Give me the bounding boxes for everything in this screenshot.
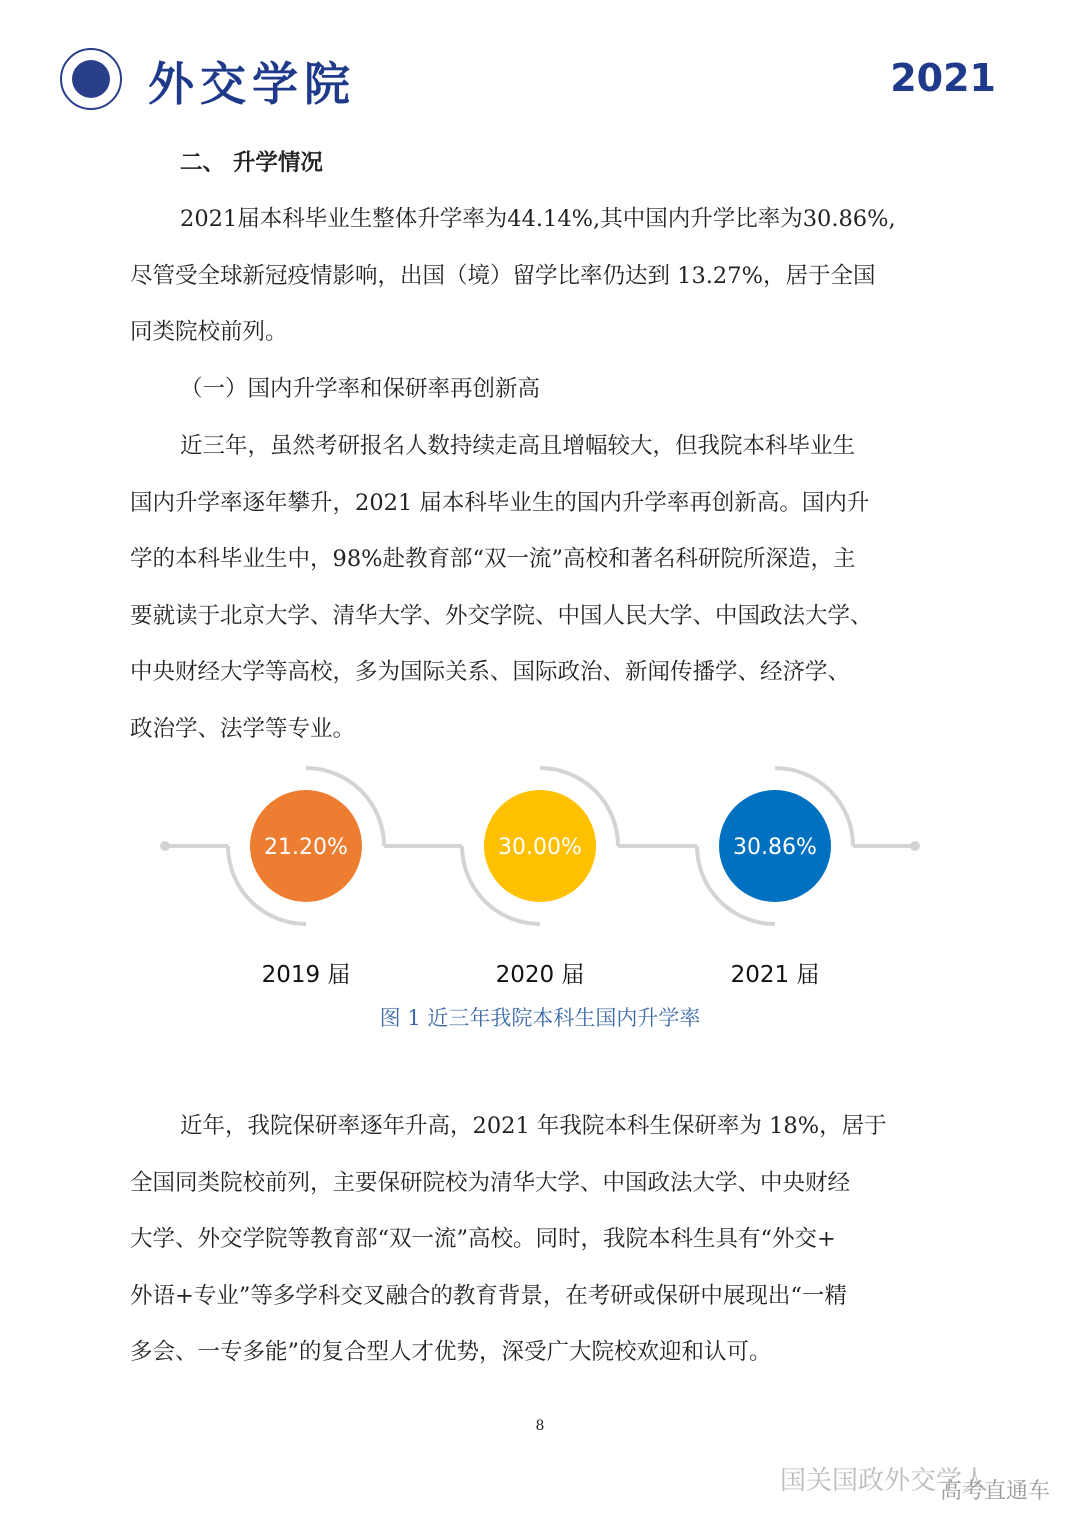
- paragraph-line: 多会、一专多能”的复合型人才优势，深受广大院校欢迎和认可。: [130, 1339, 772, 1366]
- paragraph-line: 要就读于北京大学、清华大学、外交学院、中国人民大学、中国政法大学、: [130, 602, 873, 629]
- page-number: 8: [535, 1418, 545, 1434]
- rate-value-label: 30.00%: [498, 835, 582, 860]
- paragraph-line: 尽管受全球新冠疫情影响，出国（境）留学比率仍达到 13.27%，居于全国: [130, 262, 876, 289]
- rate-value-label: 30.86%: [733, 835, 817, 860]
- paragraph-line: 近年，我院保研率逐年升高，2021 年我院本科生保研率为 18%，居于: [180, 1113, 887, 1139]
- figure-caption: 图 1 近三年我院本科生国内升学率: [379, 1006, 701, 1030]
- paragraph-line: 外语+专业”等多学科交叉融合的教育背景，在考研或保研中展现出“一精: [130, 1282, 847, 1309]
- paragraph-line: 近三年，虽然考研报名人数持续走高且增幅较大，但我院本科毕业生: [180, 433, 856, 459]
- paragraph-line: 政治学、法学等专业。: [130, 716, 356, 742]
- university-seal-logo: [60, 48, 122, 110]
- paragraph-line: 同类院校前列。: [130, 319, 288, 346]
- year-label: 2021 届: [730, 962, 820, 988]
- year-label: 2020 届: [495, 962, 585, 988]
- timeline-start-dot: [160, 841, 170, 851]
- paragraph-line: 中央财经大学等高校，多为国际关系、国际政治、新闻传播学、经济学、: [130, 659, 851, 686]
- section-title: 二、 升学情况: [180, 150, 323, 176]
- watermark-overlay: 高考直通车: [940, 1479, 1051, 1504]
- brand-calligraphy: 外交学院: [148, 57, 356, 111]
- rate-value-label: 21.20%: [264, 835, 348, 860]
- paragraph-line: 全国同类院校前列，主要保研院校为清华大学、中国政法大学、中央财经: [130, 1169, 851, 1196]
- paragraph-line: 学的本科毕业生中，98%赴教育部“双一流”高校和著名科研院所深造，主: [130, 546, 856, 573]
- paragraph-line: 2021届本科毕业生整体升学率为44.14%,其中国内升学比率为30.86%,: [180, 206, 896, 232]
- timeline-end-dot: [910, 841, 920, 851]
- watermark-account: 国关国政外交学人: [780, 1466, 989, 1496]
- report-year: 2021: [890, 56, 996, 100]
- year-label: 2019 届: [261, 962, 351, 988]
- paragraph-line: 大学、外交学院等教育部“双一流”高校。同时，我院本科生具有“外交+: [130, 1226, 836, 1253]
- paragraph-line: 国内升学率逐年攀升，2021 届本科毕业生的国内升学率再创新高。国内升: [130, 489, 870, 516]
- subsection-title: （一）国内升学率和保研率再创新高: [180, 376, 541, 402]
